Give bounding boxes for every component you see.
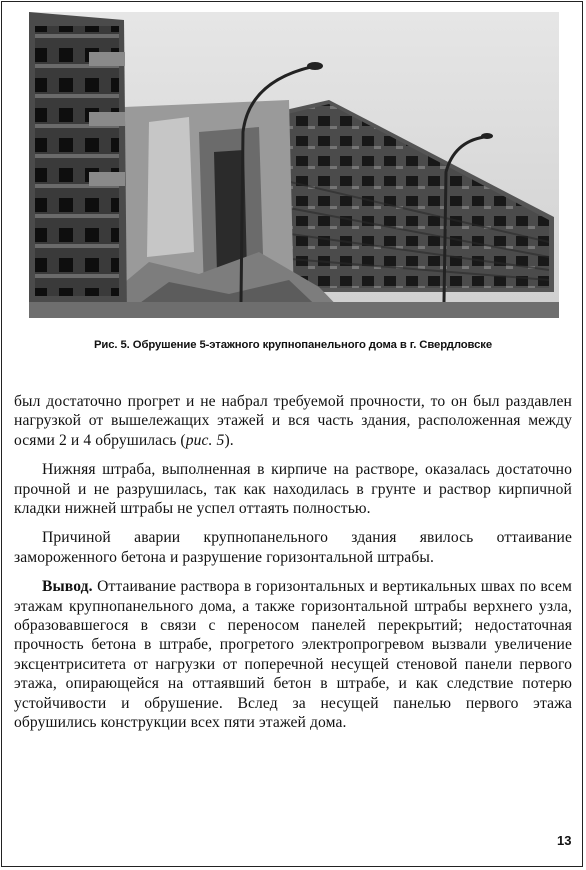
paragraph-3: Причиной аварии крупнопанельного здания явилось оттаивание замороженного бетона и разрушение горизонтальной штрабы. [14,529,572,566]
body-text [14,392,572,733]
figure-caption: Рис. 5. Обрушение 5-этажного крупнопанельного дома в г. Свердловске [93,339,493,351]
paragraph-1-end: ). [224,431,234,449]
paragraph-1-text: был достаточно прогрет и не набрал требуемой прочности, то он был раздавлен нагрузкой от вышележащих этажей и вся часть здания, расположенная между осями 2 и 4 обрушилась ( [14,393,572,449]
paragraph-conclusion [14,577,572,732]
collapsed-building-photo [29,12,559,318]
paragraph-1 [14,392,572,450]
figure-reference: рис. 5 [185,431,225,449]
paragraph-2: Нижняя штраба, выполненная в кирпиче на растворе, оказалась достаточно прочной и не разрушилась, так как находилась в грунте и раствор кирпичной кладки нижней штрабы не успел оттаять полностью. [14,461,572,518]
conclusion-label: Вывод. [42,578,93,596]
page-number: 13 [557,833,572,848]
conclusion-text: Оттаивание раствора в горизонтальных и вертикальных швах по всем этажам крупнопанельного дома, а также горизонтальной штрабы верхнего узла, образовавшегося в связи с переносом панелей перекрытий; недостаточная прочность бетона в штрабе, прогретого электропрогревом вызвали увеличение эксцентриситета от нагрузки от поперечной несущей стеновой панели первого этажа, опирающейся на оттаявший бетон в штрабе, и как следствие потерю устойчивости и обрушение. Вслед за несущей панелью первого этажа обрушились конструкции всех пяти этажей дома. [14,578,572,732]
